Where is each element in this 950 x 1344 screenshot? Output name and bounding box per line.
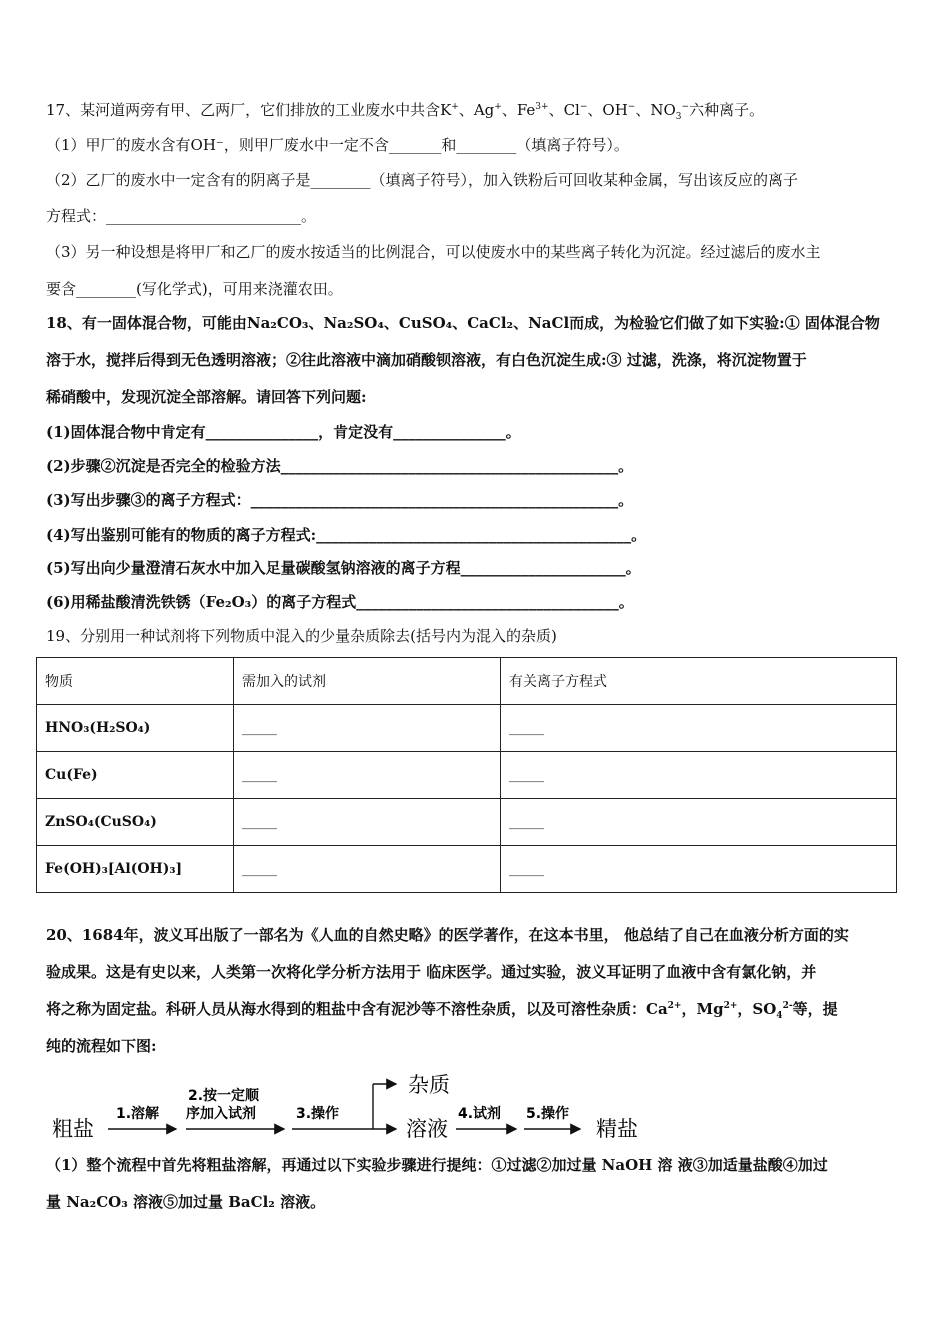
q18-stem-line3: 稀硝酸中，发现沉淀全部溶解。请回答下列问题: (46, 388, 367, 406)
q17-ion-fe: 、Fe (501, 101, 536, 119)
table-cell-reagent: _____ (234, 846, 501, 893)
q17-ion-oh: 、OH (587, 101, 628, 119)
ion-ca-charge: 2+ (667, 1001, 682, 1011)
table-header-cell: 需加入的试剂 (234, 658, 501, 705)
table-cell-substance: ZnSO₄(CuSO₄) (37, 799, 234, 846)
q20-ion-mg: ，Mg (681, 1000, 724, 1018)
q17-ion-no3: 、NO (635, 101, 676, 119)
q20-line1 (46, 925, 910, 945)
q18-sub3: (3)写出步骤③的离子方程式：_________________________________________________。 (46, 491, 634, 509)
q20-ion-so4: ，SO (737, 1000, 777, 1018)
ion-fe-charge: 3+ (535, 102, 549, 112)
ion-no3-subscript: 3 (675, 112, 682, 122)
ion-so4-charge: 2- (782, 1001, 793, 1011)
q17-ion-ag: 、Ag (458, 101, 495, 119)
table-row (37, 799, 897, 846)
table-cell-equation: _____ (501, 846, 897, 893)
table-cell-reagent: _____ (234, 705, 501, 752)
q20-line3-text: 将之称为固定盐。科研人员从海水得到的粗盐中含有泥沙等不溶性杂质，以及可溶性杂质：Ca (46, 1000, 668, 1018)
table-cell-equation: _____ (501, 705, 897, 752)
q20-part1-cont: 量 Na₂CO₃ 溶液⑤加过量 BaCl₂ 溶液。 (46, 1193, 326, 1211)
q19-stem: 19、分别用一种试剂将下列物质中混入的少量杂质除去(括号内为混入的杂质) (46, 627, 557, 645)
table-row (37, 752, 897, 799)
q20-line2: 验成果。这是有史以来，人类第一次将化学分析方法用于 临床医学。通过实验，波义耳证明了血液中含有氯化钠，并 (46, 963, 817, 981)
flow-impurity: 杂质 (408, 1073, 450, 1097)
q17-stem-text: 17、某河道两旁有甲、乙两厂，它们排放的工业废水中共含K (46, 101, 452, 119)
q19-table (36, 657, 897, 893)
q17-ion-cl: 、Cl (548, 101, 580, 119)
q17-stem-end: 六种离子。 (689, 101, 765, 119)
table-cell-equation: _____ (501, 799, 897, 846)
q17-part3-cont: 要含________(写化学式)，可用来浇灌农田。 (46, 280, 343, 298)
table-cell-reagent: _____ (234, 799, 501, 846)
flow-step3-label: 3.操作 (296, 1106, 340, 1122)
q20-part1: （1）整个流程中首先将粗盐溶解，再通过以下实验步骤进行提纯：①过滤②加过量 NaOH 溶 液③加适量盐酸④加过 (46, 1156, 828, 1174)
flow-solution: 溶液 (406, 1117, 448, 1141)
table-cell-substance: HNO₃(H₂SO₄) (37, 705, 234, 752)
q20-line3-end: 等，提 (792, 1000, 838, 1018)
flow-step4-label: 4.试剂 (458, 1106, 502, 1122)
table-cell-substance: Cu(Fe) (37, 752, 234, 799)
flow-step5-label: 5.操作 (526, 1106, 570, 1122)
q20-line3 (46, 999, 910, 1019)
table-cell-substance: Fe(OH)₃[Al(OH)₃] (37, 846, 234, 893)
q18-sub4: (4)写出鉴别可能有的物质的离子方程式:__________________________________________。 (46, 526, 647, 544)
ion-ag-charge: + (494, 102, 502, 112)
flow-refined-salt: 精盐 (596, 1117, 638, 1141)
q17-part2: （2）乙厂的废水中一定含有的阴离子是________（填离子符号），加入铁粉后可回收某种金属，写出该反应的离子 (46, 171, 799, 189)
q17-stem (46, 100, 910, 120)
table-cell-reagent: _____ (234, 752, 501, 799)
table-header-cell: 物质 (37, 658, 234, 705)
flow-step2-label-b: 序加入试剂 (186, 1106, 256, 1122)
q17-part2-cont: 方程式：__________________________。 (46, 207, 317, 225)
table-cell-equation: _____ (501, 752, 897, 799)
ion-oh-charge: − (627, 102, 636, 112)
table-header-row (37, 658, 897, 705)
flow-crude-salt: 粗盐 (52, 1117, 94, 1141)
ion-so4-subscript: 4 (776, 1011, 783, 1021)
table-row (37, 846, 897, 893)
q17-part3: （3）另一种设想是将甲厂和乙厂的废水按适当的比例混合，可以使废水中的某些离子转化为沉淀。经过滤后的废水主 (46, 243, 821, 261)
table-row (37, 705, 897, 752)
q18-sub1: (1)固体混合物中肯定有_______________，肯定没有_______________。 (46, 423, 521, 441)
flow-step1-label: 1.溶解 (116, 1106, 160, 1122)
ion-mg-charge: 2+ (723, 1001, 738, 1011)
q18-sub6: (6)用稀盐酸清洗铁锈（Fe₂O₃）的离子方程式___________________________________。 (46, 593, 634, 611)
ion-no3-charge: − (681, 102, 690, 112)
q20-line4: 纯的流程如下图: (46, 1037, 157, 1055)
q20-line1-text: 20、1684年，波义耳出版了一部名为《人血的自然史略》的医学著作，在这本书里， 他总结了自己在血液分析方面的实 (46, 926, 849, 944)
q18-stem-line1: 18、有一固体混合物，可能由Na₂CO₃、Na₂SO₄、CuSO₄、CaCl₂、NaCl而成，为检验它们做了如下实验:① 固体混合物 (46, 314, 880, 332)
q17-part1: （1）甲厂的废水含有OH⁻，则甲厂废水中一定不含_______和________（填离子符号）。 (46, 136, 629, 154)
q18-sub2: (2)步骤②沉淀是否完全的检验方法_____________________________________________。 (46, 457, 634, 475)
flow-step2-label-a: 2.按一定顺 (188, 1088, 260, 1104)
ion-k-charge: + (451, 102, 459, 112)
q18-stem-line2: 溶于水，搅拌后得到无色透明溶液；②往此溶液中滴加硝酸钡溶液，有白色沉淀生成:③ 过滤，洗涤，将沉淀物置于 (46, 351, 807, 369)
q18-sub5: (5)写出向少量澄清石灰水中加入足量碳酸氢钠溶液的离子方程______________________。 (46, 559, 641, 577)
ion-cl-charge: − (579, 102, 588, 112)
purification-flow-diagram (40, 1070, 740, 1150)
table-header-cell: 有关离子方程式 (501, 658, 897, 705)
